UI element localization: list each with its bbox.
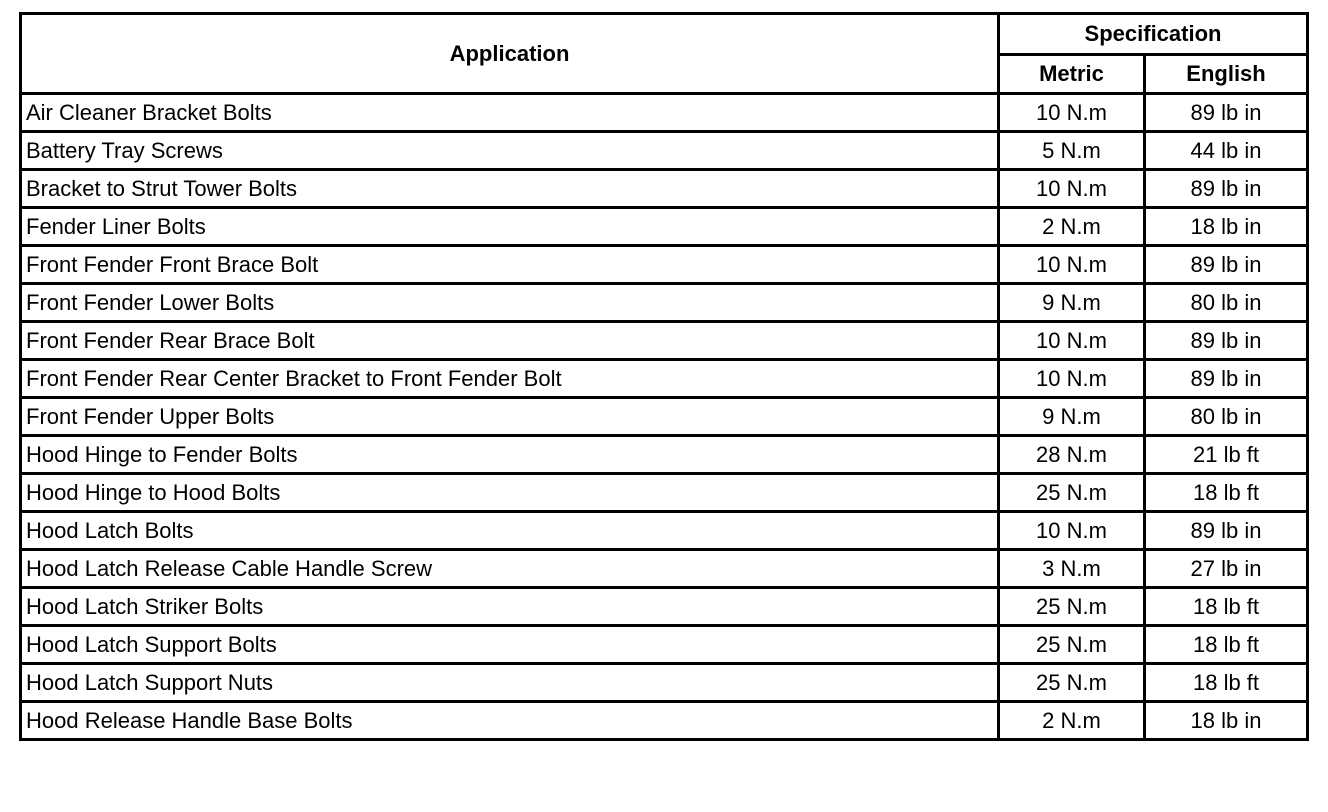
table-row [21, 246, 1308, 284]
table-header [21, 14, 1308, 94]
cell-application: Bracket to Strut Tower Bolts [21, 170, 999, 208]
table-row [21, 512, 1308, 550]
cell-english: 27 lb in [1145, 550, 1308, 588]
table-row [21, 664, 1308, 702]
cell-english: 21 lb ft [1145, 436, 1308, 474]
cell-application: Front Fender Rear Brace Bolt [21, 322, 999, 360]
cell-application: Hood Latch Support Bolts [21, 626, 999, 664]
table-row [21, 284, 1308, 322]
table-row [21, 132, 1308, 170]
cell-application: Hood Latch Support Nuts [21, 664, 999, 702]
table-row [21, 208, 1308, 246]
table-row [21, 702, 1308, 740]
cell-application: Hood Latch Bolts [21, 512, 999, 550]
header-english: English [1145, 55, 1308, 94]
cell-metric: 10 N.m [999, 512, 1145, 550]
header-specification: Specification [999, 14, 1308, 55]
cell-english: 89 lb in [1145, 246, 1308, 284]
cell-metric: 25 N.m [999, 588, 1145, 626]
torque-spec-table-container [19, 12, 1306, 741]
table-row [21, 626, 1308, 664]
cell-english: 80 lb in [1145, 284, 1308, 322]
cell-application: Hood Latch Release Cable Handle Screw [21, 550, 999, 588]
cell-english: 18 lb in [1145, 208, 1308, 246]
cell-english: 89 lb in [1145, 170, 1308, 208]
table-row [21, 322, 1308, 360]
cell-english: 89 lb in [1145, 512, 1308, 550]
cell-english: 18 lb ft [1145, 474, 1308, 512]
cell-metric: 5 N.m [999, 132, 1145, 170]
table-row [21, 474, 1308, 512]
cell-english: 89 lb in [1145, 322, 1308, 360]
cell-metric: 28 N.m [999, 436, 1145, 474]
cell-metric: 3 N.m [999, 550, 1145, 588]
cell-metric: 10 N.m [999, 246, 1145, 284]
table-row [21, 94, 1308, 132]
cell-application: Front Fender Upper Bolts [21, 398, 999, 436]
cell-metric: 9 N.m [999, 284, 1145, 322]
cell-metric: 2 N.m [999, 702, 1145, 740]
cell-metric: 10 N.m [999, 94, 1145, 132]
cell-application: Front Fender Front Brace Bolt [21, 246, 999, 284]
cell-application: Hood Latch Striker Bolts [21, 588, 999, 626]
table-row [21, 436, 1308, 474]
cell-english: 18 lb in [1145, 702, 1308, 740]
cell-metric: 2 N.m [999, 208, 1145, 246]
cell-application: Front Fender Lower Bolts [21, 284, 999, 322]
cell-english: 89 lb in [1145, 94, 1308, 132]
torque-spec-table [19, 12, 1309, 741]
cell-english: 89 lb in [1145, 360, 1308, 398]
cell-metric: 25 N.m [999, 664, 1145, 702]
cell-metric: 10 N.m [999, 170, 1145, 208]
cell-metric: 10 N.m [999, 360, 1145, 398]
cell-metric: 25 N.m [999, 474, 1145, 512]
cell-english: 18 lb ft [1145, 588, 1308, 626]
cell-application: Hood Hinge to Hood Bolts [21, 474, 999, 512]
cell-application: Front Fender Rear Center Bracket to Front Fender Bolt [21, 360, 999, 398]
cell-application: Fender Liner Bolts [21, 208, 999, 246]
cell-metric: 9 N.m [999, 398, 1145, 436]
cell-application: Hood Hinge to Fender Bolts [21, 436, 999, 474]
table-row [21, 398, 1308, 436]
header-application: Application [21, 14, 999, 94]
table-row [21, 360, 1308, 398]
table-row [21, 550, 1308, 588]
table-row [21, 170, 1308, 208]
cell-metric: 10 N.m [999, 322, 1145, 360]
cell-application: Air Cleaner Bracket Bolts [21, 94, 999, 132]
header-metric: Metric [999, 55, 1145, 94]
cell-english: 44 lb in [1145, 132, 1308, 170]
cell-application: Battery Tray Screws [21, 132, 999, 170]
cell-english: 18 lb ft [1145, 664, 1308, 702]
cell-metric: 25 N.m [999, 626, 1145, 664]
cell-application: Hood Release Handle Base Bolts [21, 702, 999, 740]
cell-english: 80 lb in [1145, 398, 1308, 436]
table-body [21, 94, 1308, 740]
header-row-top [21, 14, 1308, 55]
cell-english: 18 lb ft [1145, 626, 1308, 664]
table-row [21, 588, 1308, 626]
